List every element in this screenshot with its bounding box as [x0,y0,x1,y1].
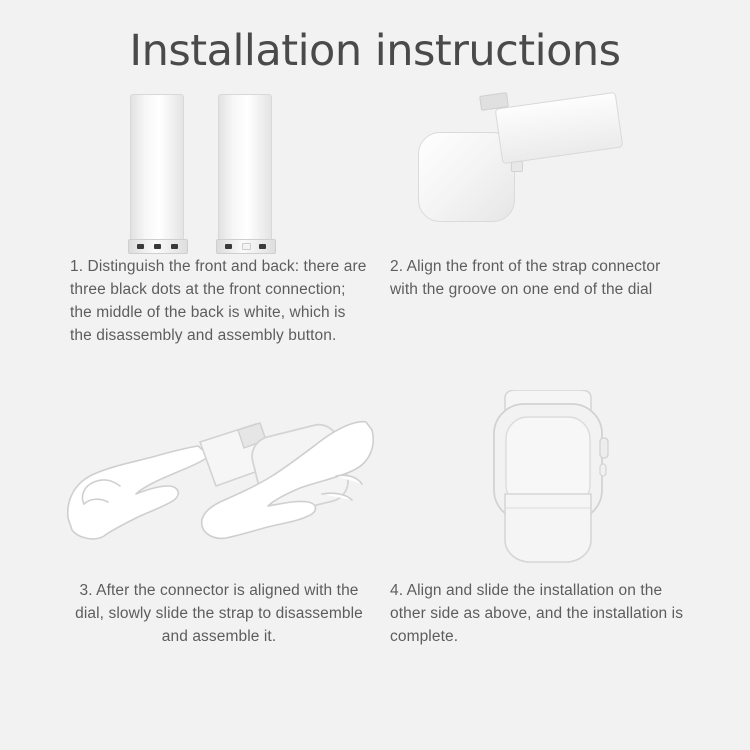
black-dot-icon [259,244,266,249]
steps-grid [60,86,700,649]
black-dot-icon [137,244,144,249]
white-release-button-icon [242,243,251,250]
step-3-cell [60,390,380,649]
step-3-caption: 3. After the connector is aligned with the dial, slowly slide the strap to disassemble and assemble it. [75,581,363,645]
strap-front-view [130,94,184,244]
step-1-cell [60,86,380,348]
step-3-figure [60,390,380,580]
black-dot-icon [171,244,178,249]
hands-sliding-strap-illustration [60,390,380,580]
step-4-caption: 4. Align and slide the installation on the other side as above, and the installation is complete. [390,581,684,645]
step-4-figure [380,390,700,580]
strap-piece [495,92,624,164]
page-title: Installation instructions [129,26,621,76]
assembled-watch-illustration [380,390,700,580]
step-1-figure [60,86,380,256]
black-dot-icon [225,244,232,249]
step-2-figure [380,86,700,256]
step-2-cell [380,86,700,348]
strap-connector-front [128,239,188,254]
step-4-cell [380,390,700,649]
step-2-caption: 2. Align the front of the strap connector with the groove on one end of the dial [390,258,661,298]
strap-back-view [218,94,272,244]
black-dot-icon [154,244,161,249]
step-1-caption: 1. Distinguish the front and back: there are three black dots at the front connection; the middle of the back is white, which is the disassembly and assembly button. [70,258,367,344]
strap-connector-back [216,239,276,254]
